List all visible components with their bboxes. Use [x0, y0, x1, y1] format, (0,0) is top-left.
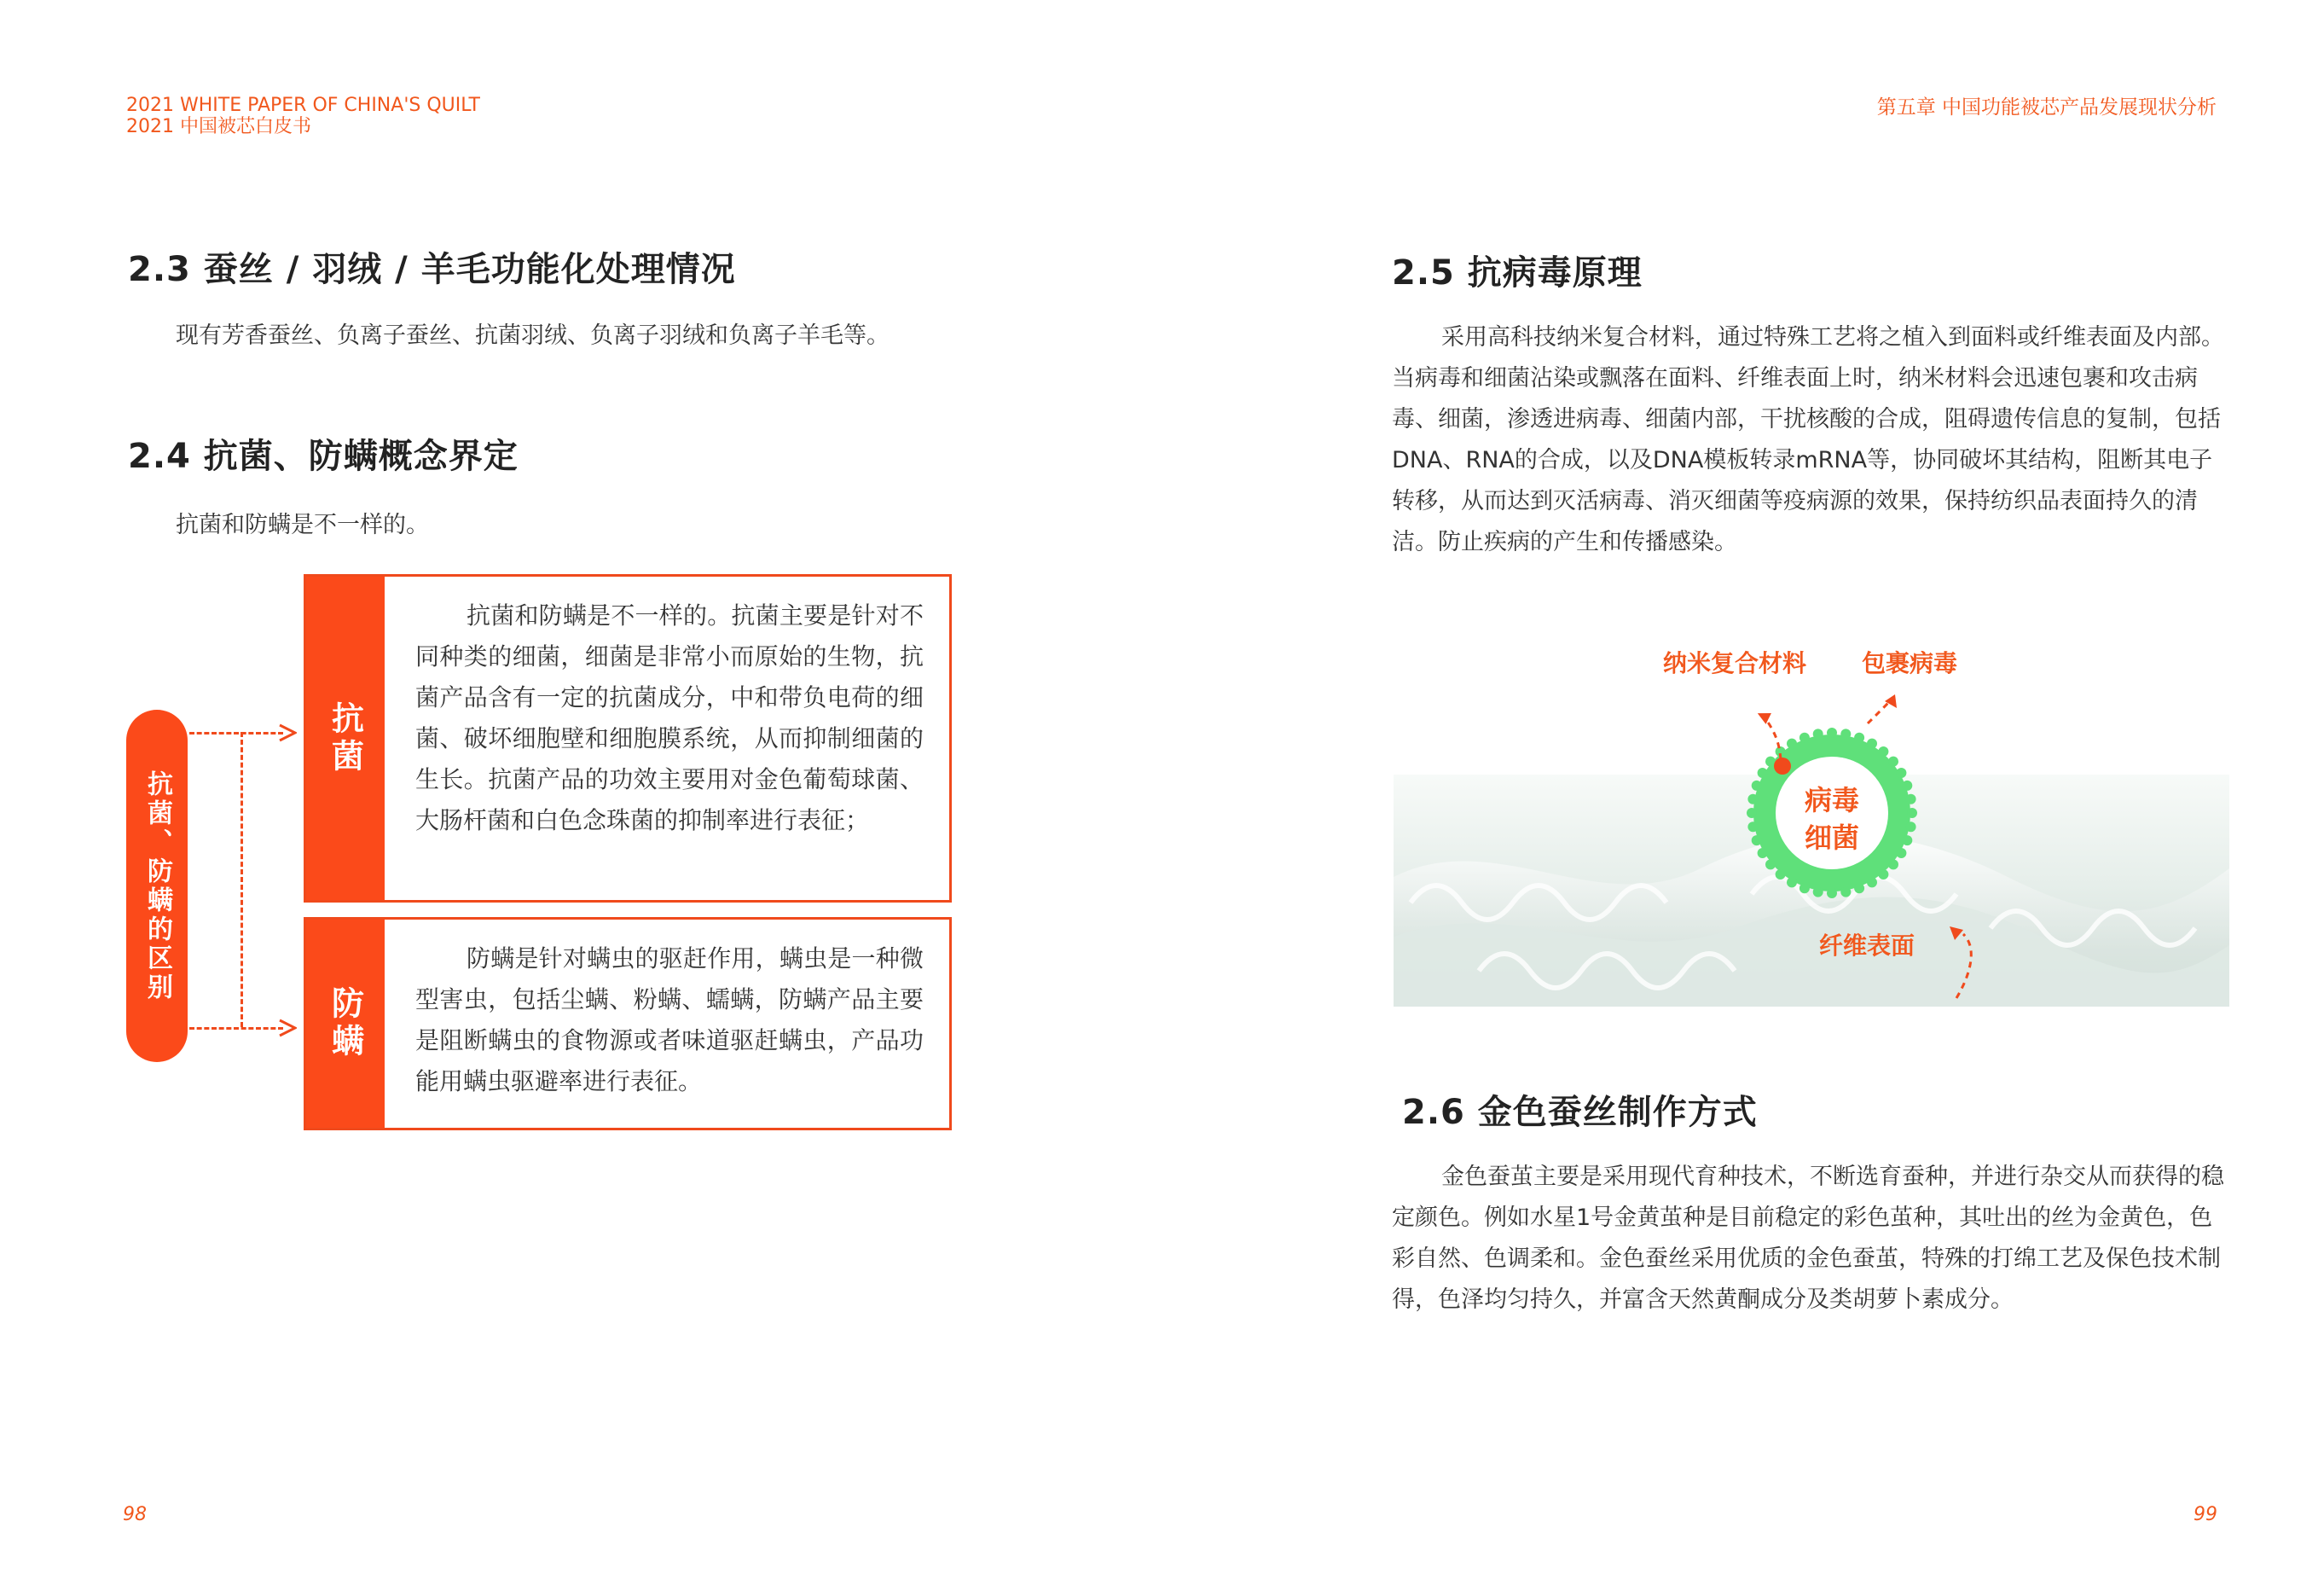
antimite-tab-label: 防螨: [326, 986, 364, 1061]
label-fiber-surface: 纤维表面: [1819, 932, 1915, 960]
antibacterial-text: 抗菌和防螨是不一样的。抗菌主要是针对不同种类的细菌，细菌是非常小而原始的生物，抗菌产品含有一定的抗菌成分，中和带负电荷的细菌、破坏细胞壁和细胞膜系统，从而抑制细菌的生长。抗菌产品的功效主要用对金色葡萄球菌、大肠杆菌和白色念珠菌的抑制率进行表征；: [415, 601, 924, 834]
heading-2-6: 2.6 金色蚕丝制作方式: [1402, 1093, 1758, 1132]
header-title-en: 2021 WHITE PAPER OF CHINA'S QUILT: [126, 95, 480, 116]
connector-top: [189, 732, 283, 734]
heading-2-5: 2.5 抗病毒原理: [1392, 253, 1643, 293]
header-left: [126, 95, 480, 137]
para-2-4: 抗菌和防螨是不一样的。: [176, 512, 429, 538]
heading-2-4: 2.4 抗菌、防螨概念界定: [128, 437, 519, 476]
dashed-arrows: [1740, 674, 2021, 1007]
para-2-6: 金色蚕茧主要是采用现代育种技术，不断选育蚕种，并进行杂交从而获得的稳定颜色。例如水星1号金黄茧种是目前稳定的彩色茧种，其吐出的丝为金黄色，色彩自然、色调柔和。金色蚕丝采用优质的金色蚕茧，特殊的打绵工艺及保色技术制得，色泽均匀持久，并富含天然黄酮成分及类胡萝卜素成分。: [1392, 1164, 2224, 1313]
header-title-cn: 2021 中国被芯白皮书: [126, 116, 311, 137]
antibacterial-tab: [306, 577, 385, 900]
connector-vertical: [241, 732, 243, 1027]
header-chapter: 第五章 中国功能被芯产品发展现状分析: [1876, 96, 2217, 119]
label-nano-material: 纳米复合材料: [1663, 649, 1807, 677]
arrow-right-icon: [278, 723, 297, 742]
comparison-pill: [126, 710, 188, 1062]
antibacterial-box: [304, 574, 952, 903]
para-2-5: 采用高科技纳米复合材料，通过特殊工艺将之植入到面料或纤维表面及内部。当病毒和细菌沾染或飘落在面料、纤维表面上时，纳米材料会迅速包裹和攻击病毒、细菌，渗透进病毒、细菌内部，干扰核酸的合成，阻碍遗传信息的复制，包括DNA、RNA的合成，以及DNA模板转录mRNA等，协同破坏其结构，阻断其电子转移，从而达到灭活病毒、消灭细菌等疫病源的效果，保持纺织品表面持久的清洁。防止疾病的产生和传播感染。: [1392, 324, 2224, 555]
pill-label: 抗菌、防螨的区别: [142, 769, 172, 1002]
antibacterial-tab-label: 抗菌: [326, 700, 364, 776]
antimite-tab: [306, 920, 385, 1128]
antimite-text: 防螨是针对螨虫的驱赶作用，螨虫是一种微型害虫，包括尘螨、粉螨、蠕螨，防螨产品主要是阻断螨虫的食物源或者味道驱赶螨虫，产品功能用螨虫驱避率进行表征。: [415, 944, 924, 1095]
heading-2-3: 2.3 蚕丝 / 羽绒 / 羊毛功能化处理情况: [128, 250, 736, 289]
para-2-3: 现有芳香蚕丝、负离子蚕丝、抗菌羽绒、负离子羽绒和负离子羊毛等。: [176, 322, 890, 349]
virus-label-line2: 细菌: [1804, 822, 1859, 854]
page-number-left: 98: [123, 1504, 147, 1525]
virus-label-line1: 病毒: [1804, 784, 1859, 816]
arrow-right-icon: [278, 1019, 297, 1037]
label-wrap-virus: 包裹病毒: [1862, 649, 1958, 677]
page-number-right: 99: [2194, 1504, 2217, 1525]
connector-bottom: [189, 1027, 283, 1030]
antimite-box: [304, 917, 952, 1130]
